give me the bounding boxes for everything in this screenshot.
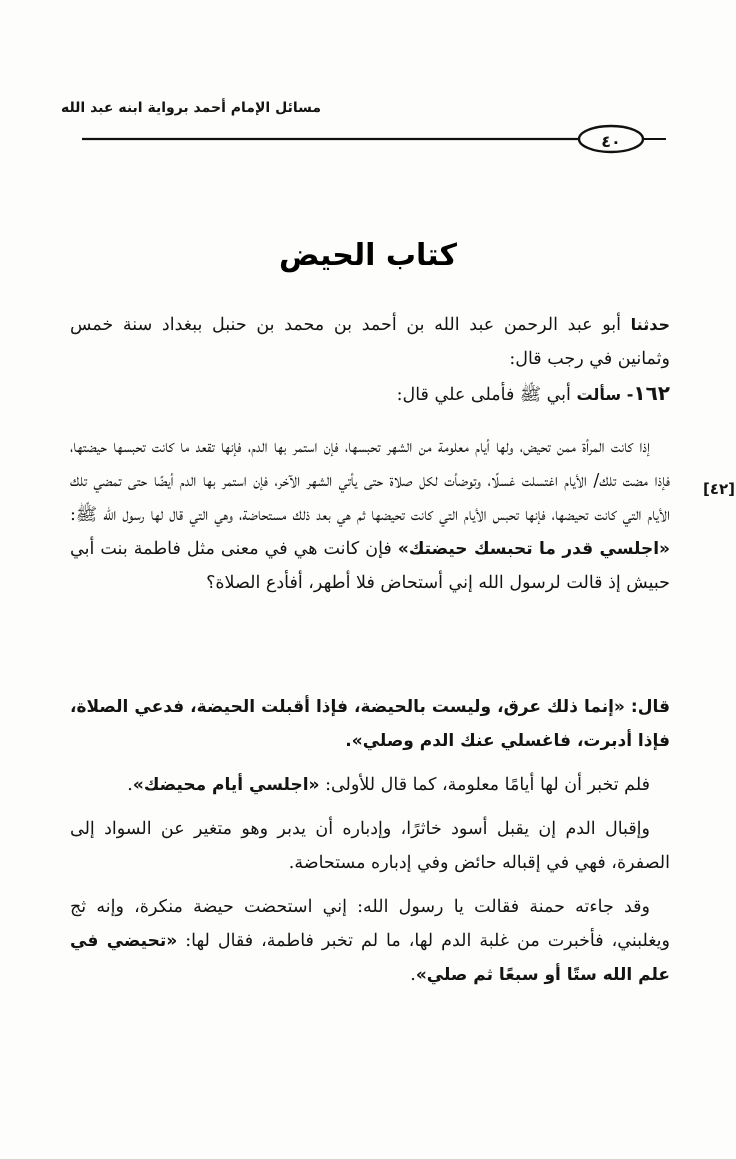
page-number: ٤٠ bbox=[601, 132, 621, 151]
paragraph-5 bbox=[70, 890, 670, 992]
paragraph-2 bbox=[70, 690, 670, 758]
paragraph-4-text: وإقبال الدم إن يقبل أسود خاثرًا، وإدباره أن يدبر وهو متغير عن السواد إلى الصفرة، فهي في إقباله حائض وفي إدباره مستحاضة. bbox=[70, 819, 670, 873]
paragraph-1-text-a: إذا كانت المرأة ممن تحيض، ولها أيام معلومة من الشهر تحبسها، فإن استمر بها الدم، فإنها تقعد ما كانت تحبسها حيضتها، فإذا مضت تلك/ الأيام اغتسلت غسلًا، وتوضأت لكل صلاة حتى يأتي الشهر الآخر، فإن استمر بها الدم أيضًا حتى تمضي تلك الأيام التي كانت تحيضها، فإنها تحبس الأيام التي كانت تحيضها ثم هي بعد ذلك مستحاضة، وهي التي قال لها رسول الله ﷺ: bbox=[70, 437, 670, 525]
intro-lead: حدثنا bbox=[630, 315, 670, 334]
intro-text: أبو عبد الرحمن عبد الله بن أحمد بن محمد بن حنبل ببغداد سنة خمس وثمانين في رجب قال: bbox=[70, 315, 670, 369]
paragraph-3 bbox=[70, 768, 670, 802]
item-heading bbox=[70, 376, 670, 412]
paragraph-5-quote: «تحيضي في علم الله ستًا أو سبعًا ثم صلي» bbox=[70, 931, 670, 985]
paragraph-3-end: . bbox=[127, 775, 133, 795]
paragraph-5-text: وقد جاءته حمنة فقالت يا رسول الله: إني استحضت حيضة منكرة، وإنه ثج ويغلبني، فأخبرت من غلبة الدم لها، ما لم تخبر فاطمة، فقال لها: bbox=[70, 897, 670, 951]
paragraph-4 bbox=[70, 812, 670, 880]
item-lead: - سألت bbox=[576, 385, 634, 404]
page-header bbox=[0, 0, 736, 160]
margin-reference: [٤٢] bbox=[703, 480, 736, 498]
item-number: ١٦٢ bbox=[633, 381, 670, 405]
paragraph-5-end: . bbox=[410, 965, 416, 985]
chapter-title: كتاب الحيض bbox=[279, 238, 457, 273]
paragraph-3-quote: «اجلسي أيام محيضك» bbox=[132, 775, 320, 795]
paragraph-2-text: قال: «إنما ذلك عرق، وليست بالحيضة، فإذا أقبلت الحيضة، فدعي الصلاة، فإذا أدبرت، فاغسلي عنك الدم وصلي». bbox=[70, 697, 670, 751]
paragraph-3-text: فلم تخبر أن لها أيامًا معلومة، كما قال للأولى: bbox=[319, 775, 650, 795]
paragraph-1-quote: «اجلسي قدر ما تحبسك حيضتك» bbox=[397, 539, 671, 559]
paragraph-1 bbox=[70, 430, 670, 600]
intro-paragraph bbox=[70, 308, 670, 376]
paragraph-1-text-b: فإن كانت هي في معنى مثل فاطمة بنت أبي حبيش إذ قالت لرسول الله إني أستحاض فلا أطهر، أفأدع الصلاة؟ bbox=[70, 539, 670, 593]
running-title: مسائل الإمام أحمد برواية ابنه عبد الله bbox=[60, 100, 321, 116]
item-text: أبي ﷺ فأملى علي قال: bbox=[396, 385, 577, 405]
